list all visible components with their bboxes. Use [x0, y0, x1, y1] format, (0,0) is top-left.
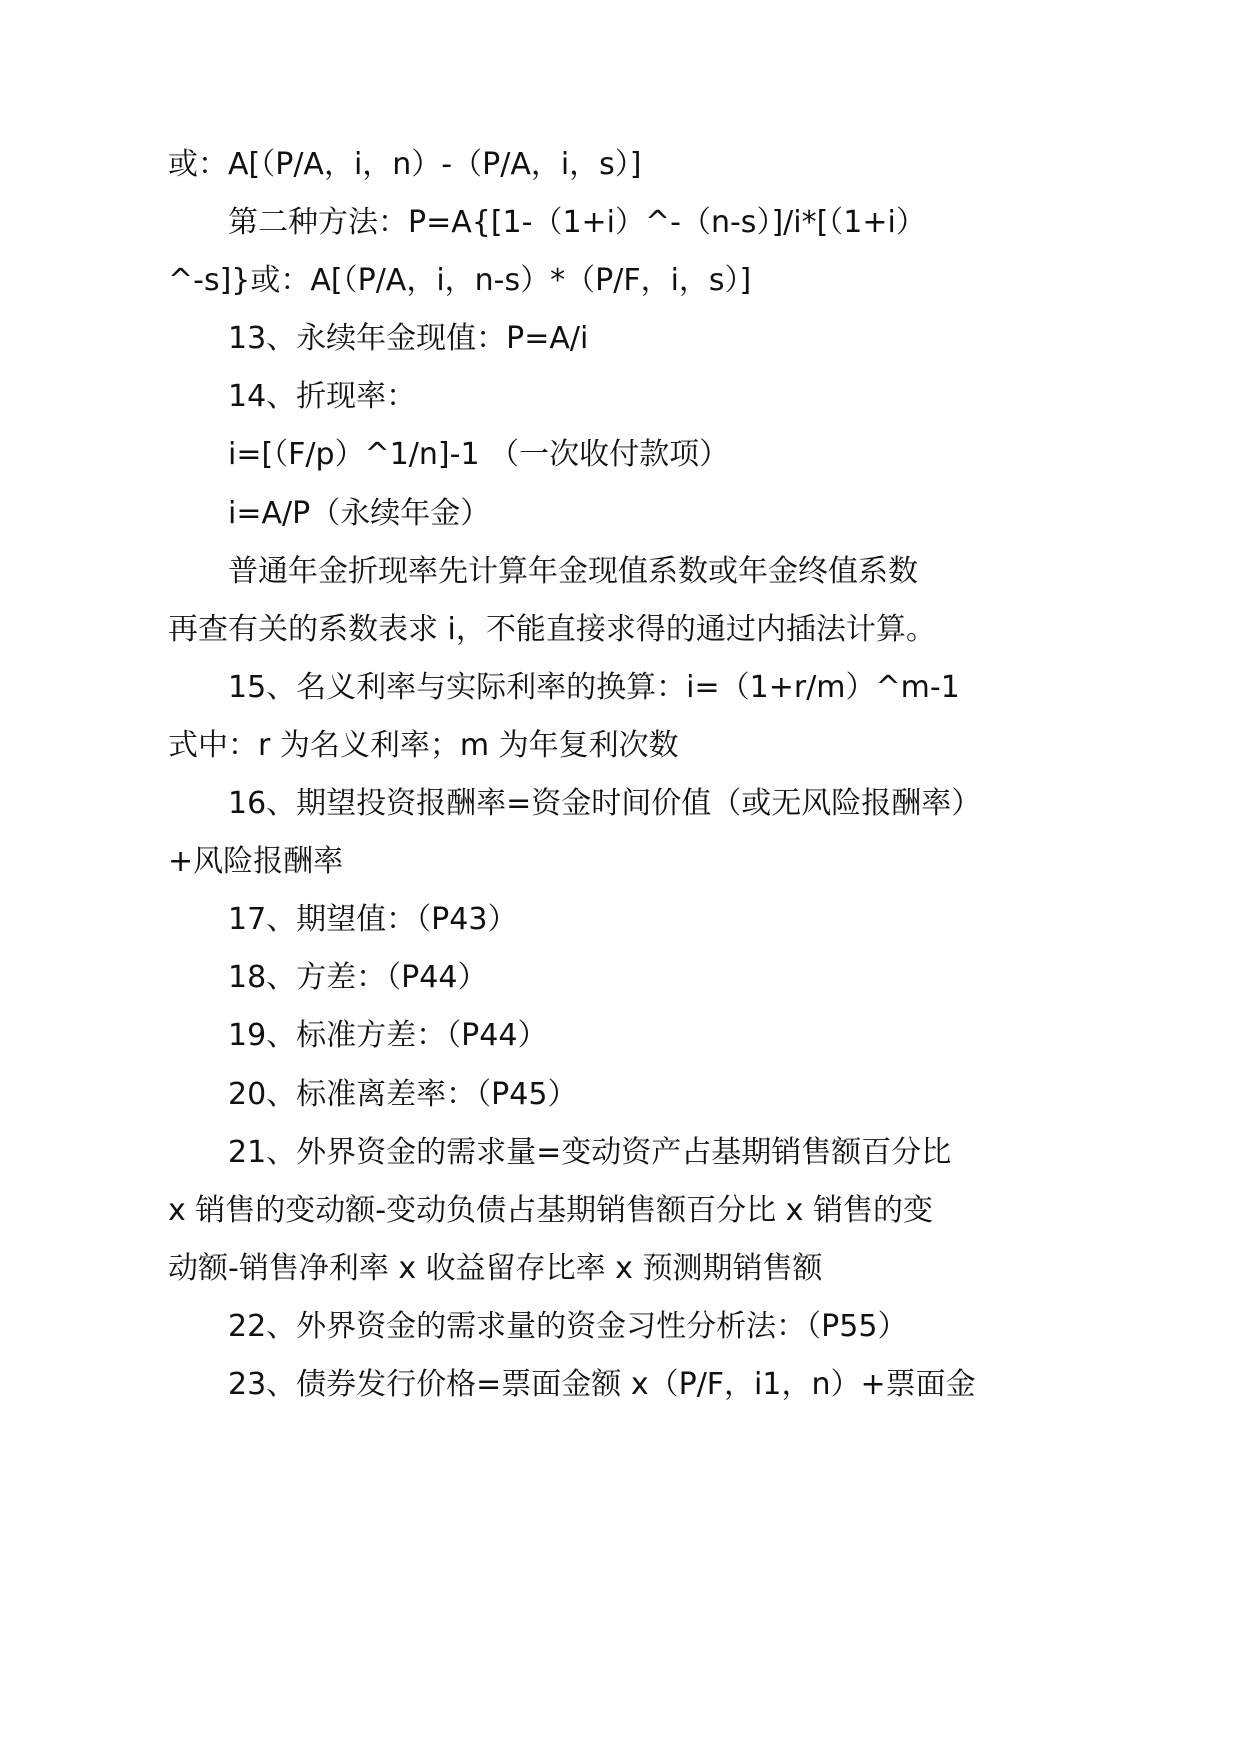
text-line: 14、折现率：	[228, 379, 417, 415]
text-line: 19、标准方差：（P44）	[228, 1018, 548, 1054]
text-line: ^-s]}或：A[（P/A，i，n-s）*（P/F，i，s）]	[168, 263, 752, 299]
paragraph-item-17	[168, 891, 1168, 949]
text-line: +风险报酬率	[168, 844, 344, 880]
paragraph-item-18	[168, 949, 1168, 1007]
text-line: 13、永续年金现值：P=A/i	[228, 321, 589, 357]
paragraph-formula-lump-sum	[168, 426, 1168, 484]
paragraph-method-two	[168, 194, 1168, 310]
text-line: 15、名义利率与实际利率的换算：i=（1+r/m）^m-1	[228, 669, 960, 705]
text-line: 21、外界资金的需求量=变动资产占基期销售额百分比	[228, 1134, 952, 1170]
text-line: 17、期望值：（P43）	[228, 902, 518, 938]
paragraph-formula-perpetuity	[168, 485, 1168, 543]
text-line: x 销售的变动额-变动负债占基期销售额百分比 x 销售的变	[168, 1192, 933, 1228]
paragraph-item-20	[168, 1066, 1168, 1124]
text-line: 式中：r 为名义利率；m 为年复利次数	[168, 727, 679, 763]
paragraph-item-19	[168, 1007, 1168, 1065]
paragraph-item-13	[168, 310, 1168, 368]
text-line: 22、外界资金的需求量的资金习性分析法：（P55）	[228, 1308, 908, 1344]
paragraph-continued	[168, 136, 1168, 194]
paragraph-annuity-rate-note	[168, 543, 1168, 659]
paragraph-item-16	[168, 775, 1168, 891]
text-line: 或：A[（P/A，i，n）-（P/A，i，s）]	[168, 147, 642, 182]
text-line: 普通年金折现率先计算年金现值系数或年金终值系数	[228, 553, 918, 589]
text-line: i=A/P（永续年金）	[228, 495, 491, 531]
text-line: 再查有关的系数表求 i，不能直接求得的通过内插法计算。	[168, 611, 936, 647]
paragraph-item-14	[168, 368, 1168, 426]
text-line: 第二种方法：P=A{[1-（1+i）^-（n-s）]/i*[（1+i）	[228, 205, 926, 241]
text-line: 20、标准离差率：（P45）	[228, 1076, 578, 1112]
document-body	[168, 136, 1168, 1414]
text-line: 23、债券发行价格=票面金额 x（P/F，i1，n）+票面金	[228, 1366, 976, 1402]
paragraph-item-23	[168, 1356, 1168, 1414]
paragraph-item-22	[168, 1298, 1168, 1356]
paragraph-item-21	[168, 1124, 1168, 1298]
text-line: 动额-销售净利率 x 收益留存比率 x 预测期销售额	[168, 1250, 823, 1286]
text-line: 16、期望投资报酬率=资金时间价值（或无风险报酬率）	[228, 786, 982, 822]
text-line: 18、方差：（P44）	[228, 960, 488, 996]
paragraph-item-15	[168, 659, 1168, 775]
text-line: i=[（F/p）^1/n]-1 （一次收付款项）	[228, 437, 730, 473]
